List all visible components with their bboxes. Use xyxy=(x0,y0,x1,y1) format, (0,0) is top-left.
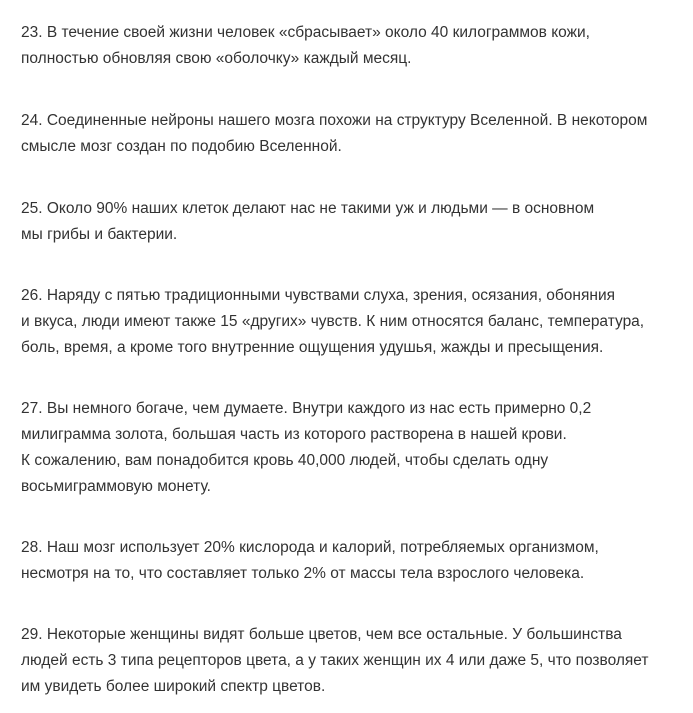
fact-28 xyxy=(21,535,681,587)
fact-line: 23. В течение своей жизни человек «сбрасывает» около 40 килограммов кожи, xyxy=(21,24,590,41)
fact-29 xyxy=(21,622,681,700)
fact-line: восьмиграммовую монету. xyxy=(21,478,211,495)
fact-line: и вкуса, люди имеют также 15 «других» чувств. К ним относятся баланс, температура, xyxy=(21,313,645,330)
fact-line: мы грибы и бактерии. xyxy=(21,226,178,243)
fact-line: 25. Около 90% наших клеток делают нас не такими уж и людьми — в основном xyxy=(21,200,595,217)
fact-line: боль, время, а кроме того внутренние ощущения удушья, жажды и пресыщения. xyxy=(21,339,604,356)
fact-25 xyxy=(21,196,681,248)
fact-line: милиграмма золота, большая часть из которого растворена в нашей крови. xyxy=(21,426,567,443)
fact-line: 26. Наряду с пятью традиционными чувствами слуха, зрения, осязания, обоняния xyxy=(21,287,615,304)
fact-24 xyxy=(21,108,681,160)
fact-line: 24. Соединенные нейроны нашего мозга похожи на структуру Вселенной. В некотором xyxy=(21,112,648,129)
fact-line: им увидеть более широкий спектр цветов. xyxy=(21,678,326,695)
fact-line: 29. Некоторые женщины видят больше цветов, чем все остальные. У большинства xyxy=(21,626,622,643)
fact-line: людей есть 3 типа рецепторов цвета, а у таких женщин их 4 или даже 5, что позволяет xyxy=(21,652,649,669)
fact-line: несмотря на то, что составляет только 2% от массы тела взрослого человека. xyxy=(21,565,585,582)
fact-23 xyxy=(21,20,681,72)
facts-document xyxy=(21,20,681,700)
fact-26 xyxy=(21,283,681,361)
fact-line: полностью обновляя свою «оболочку» каждый месяц. xyxy=(21,50,412,67)
fact-line: 27. Вы немного богаче, чем думаете. Внутри каждого из нас есть примерно 0,2 xyxy=(21,400,592,417)
fact-line: К сожалению, вам понадобится кровь 40,000 людей, чтобы сделать одну xyxy=(21,452,549,469)
fact-line: смысле мозг создан по подобию Вселенной. xyxy=(21,138,342,155)
fact-27 xyxy=(21,396,681,500)
fact-line: 28. Наш мозг использует 20% кислорода и калорий, потребляемых организмом, xyxy=(21,539,599,556)
